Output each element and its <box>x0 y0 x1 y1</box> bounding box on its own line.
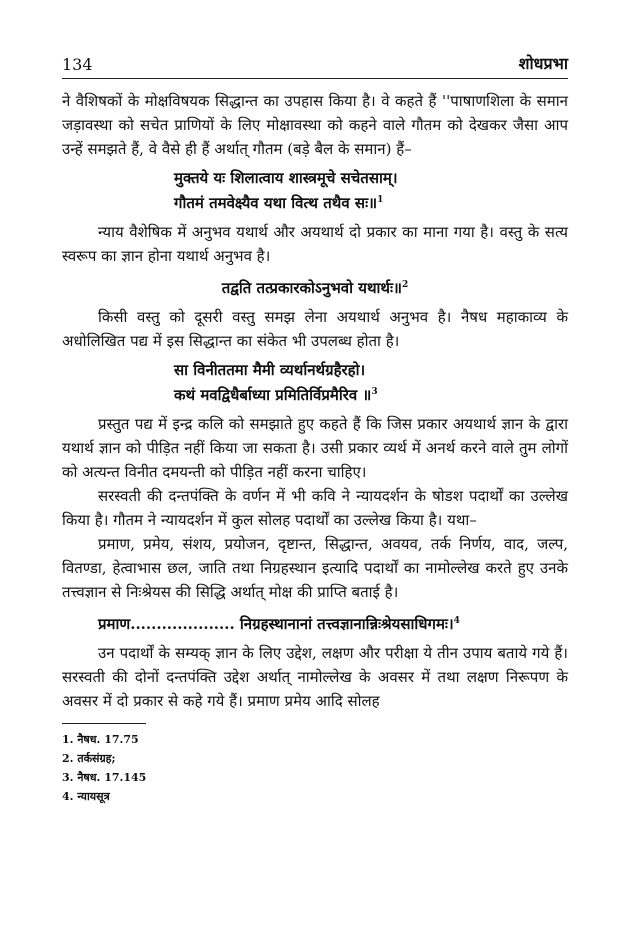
footnote-2: 2. तर्कसंग्रह; <box>62 752 116 765</box>
verse-3-line-1: सा विनीततमा मैमी व्यर्थानर्थग्रहैरहो। <box>174 361 366 379</box>
page-number: 134 <box>62 55 93 74</box>
footnote-4: 4. न्यायसूत्र <box>62 790 110 803</box>
verse-2-text: तद्वति तत्प्रकारकोऽनुभवो यथार्थः॥ <box>221 279 403 297</box>
header-rule <box>62 78 568 79</box>
verse-4-text: प्रमाण.................... निग्रहस्थानानां तत्त्वज्ञानान्निःश्रेयसाधिगमः। <box>98 615 454 633</box>
verse-1-line-1: मुक्तये यः शिलात्वाय शास्त्रमूचे सचेतसाम्। <box>174 169 398 187</box>
verse-3-line-2: कथं मवद्विधैर्बाध्या प्रमितिर्विप्रमैरिव ॥$^3$ <box>174 386 378 404</box>
footnote-ref-1: 1 <box>377 195 384 205</box>
paragraph-2: न्याय वैशेषिक में अनुभव यथार्थ और अयथार्थ दो प्रकार का माना गया है। वस्तु के सत्य स्वरूप का ज्ञान होना यथार्थ अनुभव है। <box>62 223 568 265</box>
footnote-ref-2: 2 <box>402 280 409 290</box>
paragraph-6: प्रमाण, प्रमेय, संशय, प्रयोजन, दृष्टान्त, सिद्धान्त, अवयव, तर्क निर्णय, वाद, जल्प, वितण्डा, हेत्वाभास छल, जाति तथा निग्रहस्थान इत्यादि पदार्थों का नामोल्लेख करते हुए उनके तत्त्वज्ञान से निःश्रेयस की सिद्धि अर्थात् मोक्ष की प्राप्ति बताई है। <box>62 535 568 601</box>
footnote-ref-4: 4 <box>453 616 460 626</box>
page <box>62 44 568 806</box>
paragraph-4: प्रस्तुत पद्य में इन्द्र कलि को समझाते हुए कहते हैं कि जिस प्रकार अयथार्थ ज्ञान के द्वारा यथार्थ ज्ञान को पीड़ित नहीं किया जा सकता है। उसी प्रकार व्यर्थ में अनर्थ करने वाले तुम लोगों को अत्यन्त विनीत दमयन्ती को पीड़ित नहीं करना चाहिए। <box>62 415 568 481</box>
footnote-1: 1. नैषध. 17.75 <box>62 733 139 746</box>
verse-4 <box>98 610 568 635</box>
paragraph-7: उन पदार्थों के सम्यक् ज्ञान के लिए उद्देश, लक्षण और परीक्षा ये तीन उपाय बताये गये हैं। सरस्वती की दोनों दन्तपंक्ति उद्देश अर्थात् नामोल्लेख के अवसर में तथा लक्षण निरूपण के अवसर में दो प्रकार से कहे गये हैं। प्रमाण प्रमेय आदि सोलह <box>62 644 568 710</box>
paragraph-5: सरस्वती की दन्तपंक्ति के वर्णन में भी कवि ने न्यायदर्शन के षोडश पदार्थों का उल्लेख किया है। गौतम ने न्यायदर्शन में कुल सोलह पदार्थों का उल्लेख किया है। यथा– <box>62 487 568 529</box>
paragraph-1: ने वैशिषकों के मोक्षविषयक सिद्धान्त का उपहास किया है। वे कहते हैं ''पाषाणशिला के समान जड़ावस्था को सचेत प्राणियों के लिए मोक्षावस्था को कहने वाले गौतम को देखकर जैसा आप उन्हें समझते हैं, वे वैसे ही हैं अर्थात् गौतम (बड़े बैल के समान) हैं– <box>62 92 568 158</box>
footnotes <box>62 730 568 806</box>
verse-1 <box>174 167 568 214</box>
running-title: शोधप्रभा <box>518 54 568 73</box>
footnote-3: 3. नैषध. 17.145 <box>62 771 147 784</box>
footnote-ref-3: 3 <box>371 387 378 397</box>
paragraph-3: किसी वस्तु को दूसरी वस्तु समझ लेना अयथार्थ अनुभव है। नैषध महाकाव्य के अधोलिखित पद्य में इस सिद्धान्त का संकेत भी उपलब्ध होता है। <box>62 308 568 350</box>
verse-2 <box>62 274 568 299</box>
footnote-rule <box>62 723 146 724</box>
page-header <box>62 44 568 74</box>
verse-3 <box>174 359 568 406</box>
verse-1-line-2: गौतमं तमवेक्ष्यैव यथा वित्थ तथैव सः॥$^1$ <box>174 194 384 212</box>
